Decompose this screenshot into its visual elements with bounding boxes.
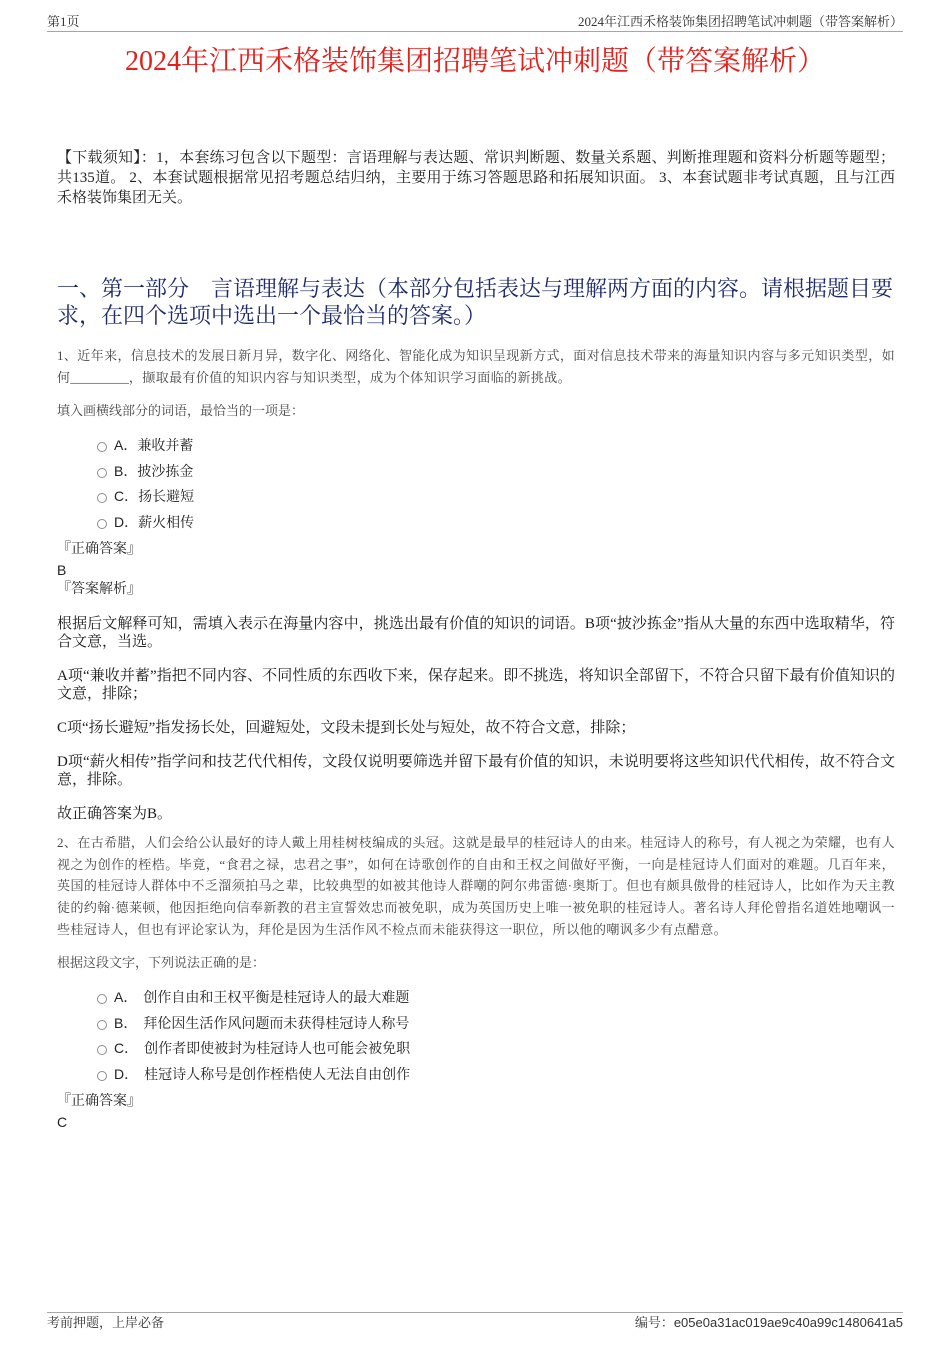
correct-answer-label: 『正确答案』 [57,542,141,558]
answer-block [57,540,895,600]
option-label: D． [114,1065,139,1082]
option-label: A． [114,989,138,1006]
analysis-paragraph: C项“扬长避短”指发扬长处，回避短处，文段未提到长处与短处，故不符合文意，排除； [57,720,636,737]
page-header [47,13,903,32]
option-b[interactable] [97,459,895,485]
analysis-conclusion: 故正确答案为B。 [57,806,173,823]
radio-icon[interactable] [97,1071,107,1081]
question-stem: 2、在古希腊，人们会给公认最好的诗人戴上用桂树枝编成的头冠。这就是最早的桂冠诗人的由来。桂冠诗人的称号，有人视之为荣耀，也有人视之为创作的桎梏。毕竟，“食君之禄，忠君之事”，如何在诗歌创作的自由和王权之间做好平衡，一向是桂冠诗人们面对的难题。几百年来，英国的桂冠诗人群体中不乏溜须拍马之辈，比较典型的如被其他诗人群嘲的阿尔弗雷德·奥斯丁。但也有颇具傲骨的桂冠诗人，比如作为天主教徒的约翰·德莱顿，他因拒绝向信奉新教的君主宣誓效忠而被免职，成为英国历史上唯一被免职的桂冠诗人。著名诗人拜伦曾指名道姓地嘲讽一些桂冠诗人，但也有评论家认为，拜伦是因为生活作风不检点而未能获得这一职位，所以他的嘲讽多少有点醋意。 [57,835,895,937]
radio-icon[interactable] [97,1045,107,1055]
option-c[interactable] [97,1036,895,1062]
option-text: 披沙拣金 [137,464,194,480]
fill-in-blank: _________ [70,369,129,385]
options-list [97,985,895,1087]
radio-icon[interactable] [97,994,107,1004]
option-text: 创作者即使被封为桂冠诗人也可能会被免职 [144,1042,411,1058]
analysis-paragraph: 根据后文解释可知，需填入表示在海量内容中，挑选出最有价值的知识的词语。B项“披沙拣金”指从大量的东西中选取精华，符合文意，当选。 [57,616,895,651]
question-stem-before: 1、近年来，信息技术的发展日新月异，数字化、网络化、智能化成为知识呈现新方式，面对信息技术带来的海量知识内容与多元知识类型，如何 [57,348,895,385]
section-heading: 一、第一部分 言语理解与表达（本部分包括表达与理解两方面的内容。请根据题目要求，在四个选项中选出一个最恰当的答案。） [57,276,894,328]
option-text: 桂冠诗人称号是创作桎梏使人无法自由创作 [144,1067,411,1083]
radio-icon[interactable] [97,442,107,452]
option-text: 创作自由和王权平衡是桂冠诗人的最大难题 [143,991,410,1007]
radio-icon[interactable] [97,493,107,503]
page-number: 第1页 [47,14,80,29]
option-label: B． [114,1014,138,1031]
question-prompt: 根据这段文字，下列说法正确的是： [57,955,266,971]
option-text: 拜伦因生活作风问题而未获得桂冠诗人称号 [143,1016,410,1032]
option-label: D． [114,513,139,530]
option-text: 薪火相传 [138,515,195,531]
analysis-paragraph: D项“薪火相传”指学问和技艺代代相传，文段仅说明要筛选并留下最有价值的知识，未说明要将这些知识代代相传，故不符合文意，排除。 [57,754,895,789]
question-prompt: 填入画横线部分的词语，最恰当的一项是： [57,403,305,419]
correct-answer: B [57,562,67,579]
option-text: 兼收并蓄 [137,439,194,455]
option-b[interactable] [97,1011,895,1037]
option-label: B． [114,462,138,479]
correct-answer-label: 『正确答案』 [57,1094,141,1110]
radio-icon[interactable] [97,1020,107,1030]
option-d[interactable] [97,1062,895,1088]
options-list [97,433,895,535]
page-footer [47,1312,903,1333]
footer-doc-id-label: 编号： [634,1315,674,1330]
analysis-label: 『答案解析』 [57,582,141,598]
option-label: C． [114,1040,139,1057]
option-label: C． [114,488,139,505]
footer-doc-id: e05e0a31ac019ae9c40a99c1480641a5 [673,1315,903,1330]
option-a[interactable] [97,433,895,459]
answer-block [57,1092,895,1132]
question-stem [57,345,895,388]
radio-icon[interactable] [97,519,107,529]
analysis-paragraph: A项“兼收并蓄”指把不同内容、不同性质的东西收下来，保存起来。即不挑选，将知识全部留下，不符合只留下最有价值知识的文意，排除； [57,668,895,703]
footer-slogan: 考前押题，上岸必备 [47,1315,165,1330]
option-c[interactable] [97,484,895,510]
question-2 [57,832,895,1132]
radio-icon[interactable] [97,468,107,478]
option-text: 扬长避短 [138,490,195,506]
header-doc-title: 2024年江西禾格装饰集团招聘笔试冲刺题（带答案解析） [577,14,903,29]
footer-doc-id-group [635,1313,903,1333]
correct-answer: C [57,1114,68,1131]
download-notice: 【下载须知】：1，本套练习包含以下题型：言语理解与表达题、常识判断题、数量关系题、判断推理题和资料分析题等题型；共135道。 2、本套试题根据常见招考题总结归纳，主要用于练习答题思路和拓展知识面。 3、本套试题非考试真题，且与江西禾格装饰集团无关。 [57,150,895,206]
option-a[interactable] [97,985,895,1011]
document-title: 2024年江西禾格装饰集团招聘笔试冲刺题（带答案解析） [124,46,825,77]
question-stem-after: ，撷取最有价值的知识内容与知识类型，成为个体知识学习面临的新挑战。 [128,369,572,385]
question-1 [57,345,895,823]
option-label: A． [114,437,138,454]
content [57,148,895,1132]
analysis [57,615,895,823]
option-d[interactable] [97,510,895,536]
